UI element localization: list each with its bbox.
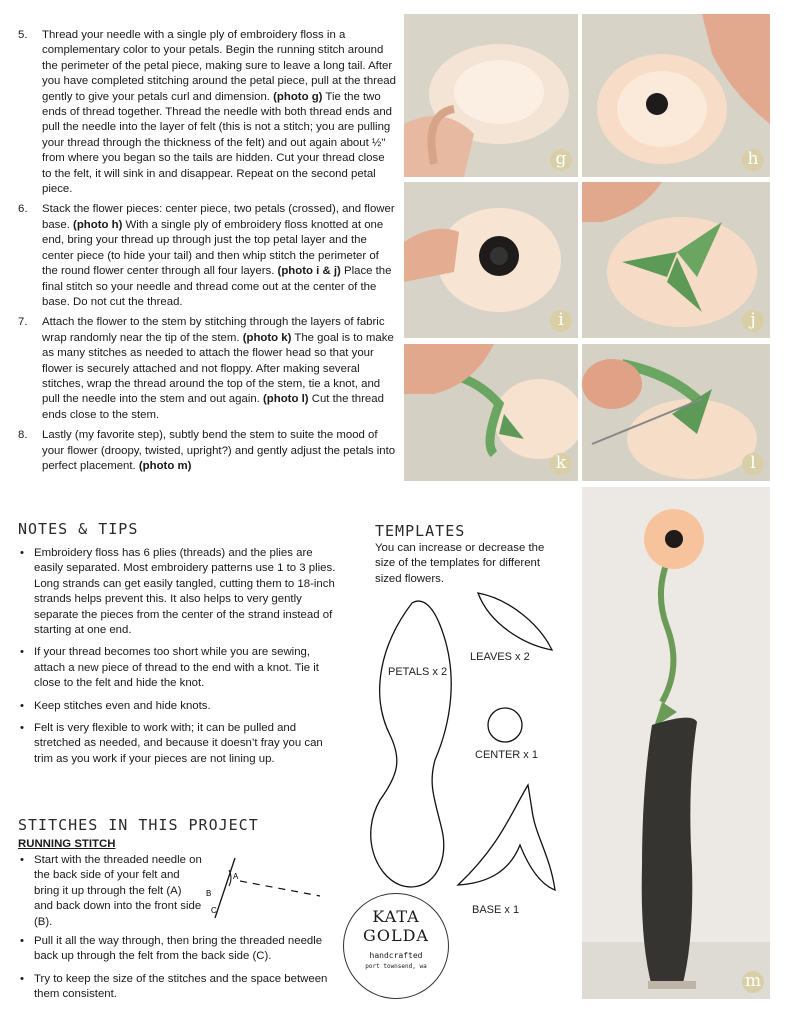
center-label: CENTER x 1	[475, 749, 538, 761]
stitch-list-1	[18, 853, 203, 937]
note-item: • Embroidery floss has 6 plies (threads) and the plies are easily separated. Most embroidery patterns use 1 to 3 plies. Long strands can get easily tangled, cutting them to 18-inch strands helps prevent this. It also helps to very gently separate the pieces from the center of the strand instead of starting at one end.	[18, 546, 343, 638]
step-text: Lastly (my favorite step), subtly bend the stem to suite the mood of your flower (droopy, twisted, upright?) and gently adjust the petals into perfect placement.	[42, 429, 396, 472]
photo-j	[582, 182, 770, 338]
photo-k	[404, 344, 578, 481]
step-number: 8.	[18, 429, 28, 442]
photo-i	[404, 182, 578, 338]
step-text: Thread your needle with a single ply of embroidery floss in a complementary color to your petals. Begin the running stitch around the perimeter of the petal piece, making sure to leave a long tail. After you have completed stitching around the petal piece, pull at the thread gently to give your petals curl and dimension.	[42, 29, 396, 103]
photo-m-badge: m	[742, 971, 764, 993]
step-text: Attach the flower to the stem by stitching through the layers of fabric wrap randomly near the tip of the stem.	[42, 316, 385, 344]
logo-kata: KATA	[372, 907, 420, 926]
photo-reference: (photo g)	[273, 90, 323, 103]
photo-h	[582, 14, 770, 177]
step-text: With a single ply of embroidery floss knotted at one end, bring your thread up through just the top petal layer and the center piece (to hide your tail) and then whip stitch the perimeter of the round flower center through all four layers.	[42, 218, 384, 278]
step-text: Stack the flower pieces: center piece, two petals (crossed), and flower base.	[42, 203, 395, 231]
diagram-label-c: C	[211, 906, 217, 915]
logo-handcrafted: handcrafted	[369, 951, 423, 960]
photo-reference: (photo i & j)	[277, 265, 341, 278]
step-item	[18, 28, 396, 197]
logo-golda: GOLDA	[363, 926, 429, 945]
step-text: Place the final stitch so your needle and thread come out at the center of the base. Do not cut the thread.	[42, 265, 392, 308]
instruction-steps	[18, 28, 396, 479]
diagram-label-b: B	[206, 889, 212, 898]
step-item	[18, 315, 396, 423]
diagram-label-a: A	[233, 872, 239, 881]
petals-label: PETALS x 2	[388, 666, 448, 678]
photo-reference: (photo l)	[263, 393, 309, 406]
step-text: Tie the two ends of thread together. Thread the needle with both thread ends and pull the needle into the layer of felt (this is not a stitch; you are pulling your thread through the thickness of the felt) and out again about ½" from where you began so the tails are hidden. Cut your thread close to the felt, it will sink in and disappear. Repeat on the second petal piece.	[42, 90, 392, 196]
step-text: The goal is to make as many stitches as needed to attach the flower head so that your flower is securely attached and not floppy. After making several stitches, wrap the thread around the top of the stem, tie a knot, and pull the needle into the stem and out again.	[42, 331, 394, 406]
templates-description: You can increase or decrease the size of the templates for different sized flowers.	[375, 542, 545, 585]
photo-reference: (photo m)	[138, 459, 192, 472]
stitch-item: • Start with the threaded needle on the back side of your felt and bring it up through the felt (A) and back down into the front side (B).	[18, 853, 203, 930]
photo-j-image	[582, 182, 770, 338]
center-template-shape	[488, 708, 522, 742]
photo-j-badge: j	[742, 310, 764, 332]
photo-i-badge: i	[550, 310, 572, 332]
kata-golda-logo	[343, 893, 449, 999]
photo-g-badge: g	[550, 149, 572, 171]
stitch-item: • Pull it all the way through, then bring the threaded needle back up through the felt from the back side (C).	[18, 934, 338, 965]
photo-l	[582, 344, 770, 481]
notes-title: NOTES & TIPS	[18, 520, 139, 538]
notes-list	[18, 546, 343, 774]
note-item: • Felt is very flexible to work with; it can be pulled and stretched as needed, and because it doesn’t fray you can trim as you work if your pieces are not lining up.	[18, 721, 343, 767]
note-item: • Keep stitches even and hide knots.	[18, 699, 343, 714]
base-label: BASE x 1	[472, 904, 520, 916]
stitch-list-2	[18, 934, 338, 1010]
note-item: • If your thread becomes too short while you are sewing, attach a new piece of thread to the end with a knot. Tie it close to the felt and hide the knot.	[18, 645, 343, 691]
running-stitch-subtitle: RUNNING STITCH	[18, 838, 116, 850]
logo-location: port townsend, wa	[365, 963, 427, 970]
photo-h-badge: h	[742, 149, 764, 171]
step-number: 6.	[18, 203, 28, 216]
templates-title: TEMPLATES	[375, 522, 466, 540]
leaf-template-shape	[478, 593, 552, 650]
step-item	[18, 202, 396, 310]
step-number: 5.	[18, 29, 28, 41]
stitches-title: STITCHES IN THIS PROJECT	[18, 816, 259, 834]
photo-h-image	[582, 14, 770, 177]
templates-drawing	[360, 585, 580, 915]
step-text: Cut the thread ends close to the stem.	[42, 393, 384, 421]
photo-m	[582, 487, 770, 999]
leaves-label: LEAVES x 2	[470, 651, 530, 663]
photo-g	[404, 14, 578, 177]
stitch-item: • Try to keep the size of the stitches and the space between them consistent.	[18, 972, 338, 1003]
step-number: 7.	[18, 316, 28, 329]
petal-template-shape	[371, 601, 451, 887]
photo-reference: (photo h)	[73, 218, 123, 231]
step-item	[18, 428, 396, 474]
photo-reference: (photo k)	[242, 331, 292, 344]
photo-m-image	[582, 487, 770, 999]
running-stitch-diagram	[195, 848, 330, 928]
base-template-shape	[458, 785, 555, 890]
photo-k-badge: k	[550, 453, 572, 475]
photo-l-badge: l	[742, 453, 764, 475]
